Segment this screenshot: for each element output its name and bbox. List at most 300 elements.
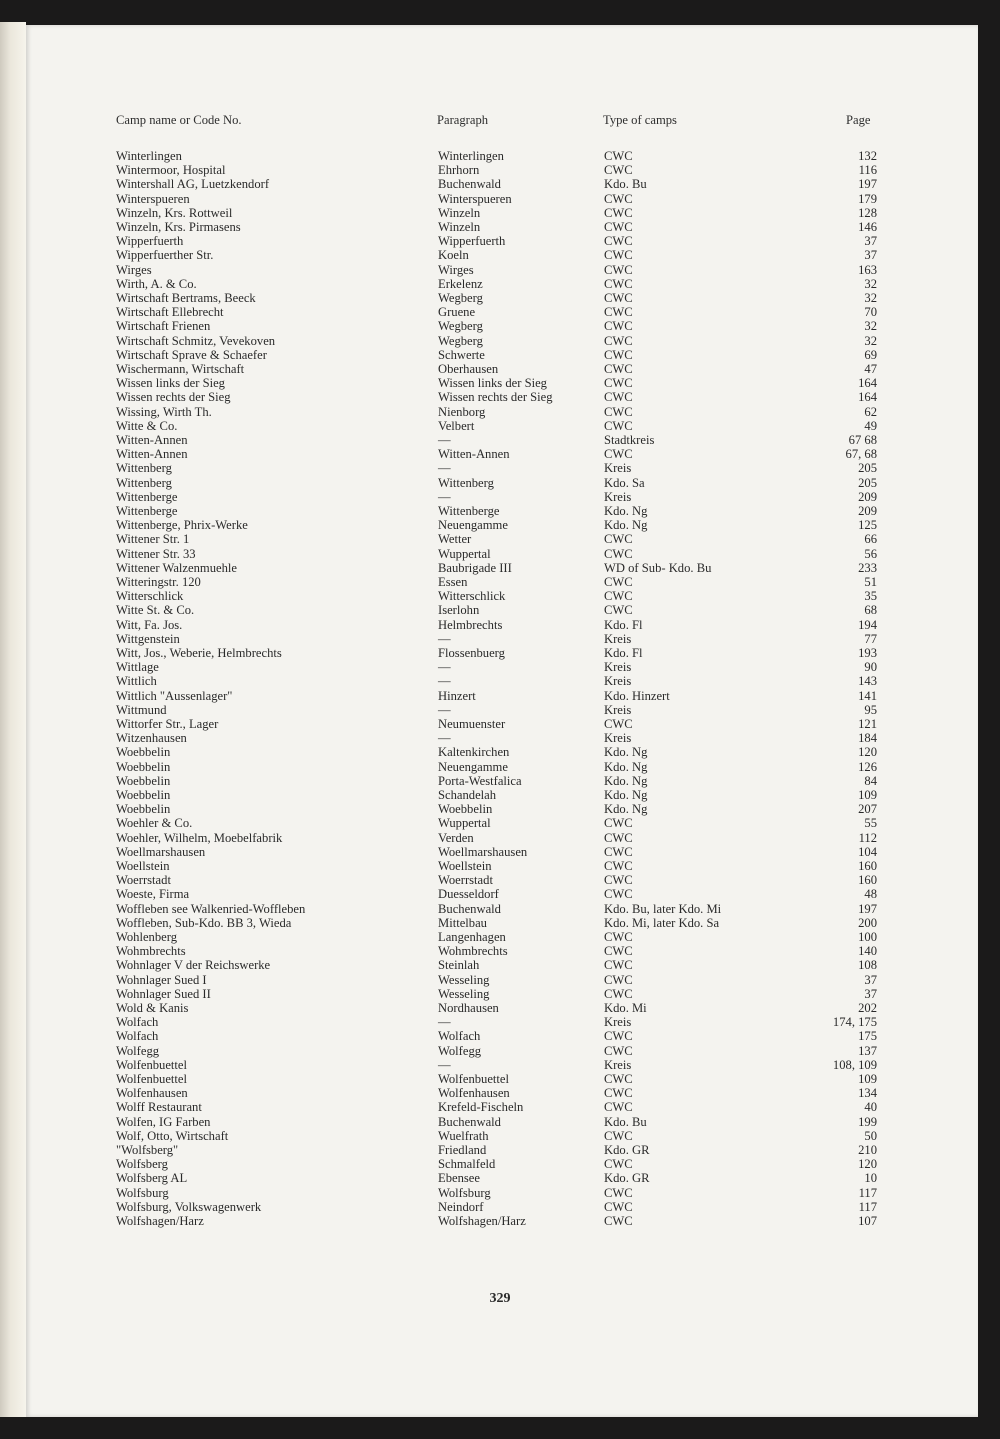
index-row <box>0 859 1000 873</box>
camp-name-cell: Wolfenbuettel <box>116 1072 188 1086</box>
camp-name-cell: Wissen links der Sieg <box>116 376 225 391</box>
camp-name-cell: Wolf, Otto, Wirtschaft <box>116 1128 229 1143</box>
camp-name-cell: Wolfach <box>116 1029 159 1044</box>
index-row <box>0 291 1000 305</box>
paragraph-cell: Friedland <box>438 1143 487 1157</box>
camp-type-cell: CWC <box>604 404 633 419</box>
index-row <box>0 234 1000 248</box>
camp-name-cell: Wittmund <box>116 702 167 717</box>
index-row <box>0 873 1000 887</box>
index-row <box>0 220 1000 234</box>
camp-name-cell: Woebbelin <box>116 773 171 788</box>
index-row <box>0 149 1000 163</box>
camp-name-cell: Woeste, Firma <box>116 887 190 902</box>
camp-type-cell: CWC <box>604 376 633 391</box>
camp-type-cell: CWC <box>604 1072 633 1086</box>
page-ref-cell: 199 <box>858 1114 877 1129</box>
camp-type-cell: CWC <box>604 447 633 462</box>
page-ref-cell: 32 <box>864 319 877 334</box>
camp-type-cell: Kdo. Mi <box>604 1001 647 1015</box>
paragraph-cell: Witterschlick <box>438 589 506 604</box>
column-header-camp-name: Camp name or Code No. <box>116 113 242 127</box>
page-ref-cell: 66 <box>864 532 877 547</box>
camp-name-cell: Wittorfer Str., Lager <box>116 717 219 731</box>
page-ref-cell: 146 <box>858 220 877 234</box>
index-row <box>0 532 1000 546</box>
page-ref-cell: 194 <box>858 617 877 632</box>
camp-type-cell: CWC <box>604 191 633 206</box>
index-row <box>0 887 1000 901</box>
paragraph-cell: Neumuenster <box>438 717 506 731</box>
index-row <box>0 930 1000 944</box>
page-ref-cell: 95 <box>864 702 877 717</box>
camp-name-cell: Wolfsburg <box>116 1185 169 1200</box>
camp-name-cell: Wohnlager V der Reichswerke <box>116 958 271 973</box>
camp-type-cell: CWC <box>604 248 633 263</box>
camp-name-cell: Woffleben see Walkenried-Woffleben <box>116 901 306 916</box>
camp-type-cell: WD of Sub- Kdo. Bu <box>604 560 712 575</box>
paragraph-cell: — <box>438 461 451 476</box>
camp-type-cell: Kdo. Ng <box>604 518 648 533</box>
paragraph-cell: Wolfach <box>438 1029 481 1044</box>
camp-name-cell: Witt, Jos., Weberie, Helmbrechts <box>116 646 282 660</box>
index-row <box>0 405 1000 419</box>
camp-type-cell: CWC <box>604 816 633 831</box>
page-ref-cell: 50 <box>864 1128 877 1143</box>
camp-name-cell: Winterspueren <box>116 191 190 206</box>
page-ref-cell: 164 <box>858 376 877 391</box>
camp-type-cell: CWC <box>604 986 633 1001</box>
camp-type-cell: CWC <box>604 149 633 163</box>
index-row <box>0 547 1000 561</box>
page-ref-cell: 126 <box>858 759 877 774</box>
camp-type-cell: Kreis <box>604 660 632 675</box>
camp-type-cell: CWC <box>604 333 633 348</box>
paragraph-cell: Nienborg <box>438 404 486 419</box>
camp-name-cell: Wittlich "Aussenlager" <box>116 688 233 703</box>
camp-type-cell: CWC <box>604 319 633 334</box>
paragraph-cell: Velbert <box>438 418 475 433</box>
index-row <box>0 1100 1000 1114</box>
page-ref-cell: 37 <box>864 248 877 263</box>
paragraph-cell: Neindorf <box>438 1199 484 1214</box>
camp-name-cell: "Wolfsberg" <box>116 1143 179 1157</box>
page-ref-cell: 108 <box>858 958 877 973</box>
camp-name-cell: Wirth, A. & Co. <box>116 276 197 291</box>
camp-type-cell: CWC <box>604 1185 633 1200</box>
index-row <box>0 263 1000 277</box>
page-ref-cell: 143 <box>858 674 877 689</box>
paragraph-cell: Wipperfuerth <box>438 234 506 249</box>
page-ref-cell: 108, 109 <box>832 1057 877 1072</box>
camp-type-cell: Kreis <box>604 461 632 476</box>
camp-type-cell: Kdo. Bu <box>604 177 647 192</box>
camp-type-cell: Kdo. Bu, later Kdo. Mi <box>604 901 722 916</box>
index-row <box>0 1129 1000 1143</box>
camp-type-cell: CWC <box>604 958 633 973</box>
paragraph-cell: Wissen links der Sieg <box>438 376 547 391</box>
camp-name-cell: Winzeln, Krs. Pirmasens <box>116 220 241 234</box>
index-row <box>0 248 1000 262</box>
paragraph-cell: Wolfenhausen <box>438 1086 510 1101</box>
page-ref-cell: 141 <box>858 688 877 703</box>
index-row <box>0 433 1000 447</box>
camp-type-cell: CWC <box>604 347 633 362</box>
paragraph-cell: Wesseling <box>438 972 490 987</box>
camp-name-cell: Wittener Str. 33 <box>116 546 196 561</box>
camp-type-cell: CWC <box>604 305 633 320</box>
page-ref-cell: 77 <box>864 631 877 646</box>
page-ref-cell: 200 <box>858 915 877 930</box>
page-ref-cell: 174, 175 <box>832 1015 877 1030</box>
page-ref-cell: 104 <box>858 844 877 859</box>
page-ref-cell: 37 <box>864 986 877 1001</box>
camp-name-cell: Wittenberge <box>116 489 178 504</box>
paragraph-cell: Wolfshagen/Harz <box>438 1214 526 1228</box>
camp-type-cell: CWC <box>604 546 633 561</box>
page-ref-cell: 35 <box>864 589 877 604</box>
paragraph-cell: Ebensee <box>438 1171 480 1186</box>
camp-name-cell: Witterschlick <box>116 589 184 604</box>
camp-name-cell: Wittenberg <box>116 475 172 490</box>
page-ref-cell: 55 <box>864 816 877 831</box>
page-ref-cell: 120 <box>858 1157 877 1172</box>
camp-type-cell: Kdo. Fl <box>604 617 643 632</box>
camp-name-cell: Woebbelin <box>116 802 171 817</box>
page-ref-cell: 112 <box>858 830 877 845</box>
camp-name-cell: Wolfach <box>116 1015 159 1030</box>
paragraph-cell: Wolfsburg <box>438 1185 491 1200</box>
index-row <box>0 334 1000 348</box>
page-ref-cell: 32 <box>864 291 877 305</box>
page-ref-cell: 37 <box>864 234 877 249</box>
camp-type-cell: Stadtkreis <box>604 433 655 447</box>
index-row <box>0 575 1000 589</box>
camp-type-cell: Kdo. Bu <box>604 1114 647 1129</box>
camp-name-cell: Woehler, Wilhelm, Moebelfabrik <box>116 830 283 845</box>
camp-type-cell: Kdo. Sa <box>604 475 645 490</box>
index-row <box>0 902 1000 916</box>
paragraph-cell: Duesseldorf <box>438 887 499 902</box>
page-ref-cell: 197 <box>858 901 877 916</box>
camp-name-cell: Wittener Walzenmuehle <box>116 560 237 575</box>
index-row <box>0 504 1000 518</box>
index-row <box>0 305 1000 319</box>
camp-type-cell: CWC <box>604 844 633 859</box>
paragraph-cell: Steinlah <box>438 958 480 973</box>
paragraph-cell: Wetter <box>438 532 472 547</box>
camp-type-cell: Kdo. Fl <box>604 646 643 660</box>
index-row <box>0 958 1000 972</box>
page-ref-cell: 117 <box>858 1185 877 1200</box>
camp-name-cell: Wolff Restaurant <box>116 1100 202 1115</box>
camp-type-cell: Kdo. GR <box>604 1143 650 1157</box>
index-row <box>0 788 1000 802</box>
camp-type-cell: Kdo. Ng <box>604 759 648 774</box>
index-row <box>0 845 1000 859</box>
page-ref-cell: 205 <box>858 461 877 476</box>
camp-type-cell: CWC <box>604 1029 633 1044</box>
camp-name-cell: Wittgenstein <box>116 631 180 646</box>
paragraph-cell: — <box>438 702 451 717</box>
index-row <box>0 206 1000 220</box>
camp-type-cell: CWC <box>604 1199 633 1214</box>
camp-type-cell: CWC <box>604 1086 633 1101</box>
index-row <box>0 277 1000 291</box>
camp-name-cell: Wolfsberg AL <box>116 1171 188 1186</box>
paragraph-cell: Essen <box>438 575 468 589</box>
camp-name-cell: Witten-Annen <box>116 433 188 447</box>
page-ref-cell: 107 <box>858 1214 877 1228</box>
page-ref-cell: 117 <box>858 1199 877 1214</box>
page-ref-cell: 179 <box>858 191 877 206</box>
index-row <box>0 1044 1000 1058</box>
camp-type-cell: CWC <box>604 291 633 305</box>
index-row <box>0 646 1000 660</box>
paragraph-cell: Verden <box>438 830 474 845</box>
index-row <box>0 192 1000 206</box>
camp-name-cell: Wirtschaft Schmitz, Vevekoven <box>116 333 276 348</box>
camp-type-cell: CWC <box>604 575 633 589</box>
camp-type-cell: CWC <box>604 418 633 433</box>
camp-type-cell: Kreis <box>604 674 632 689</box>
camp-name-cell: Wischermann, Wirtschaft <box>116 362 245 376</box>
page-number: 329 <box>489 1291 511 1306</box>
camp-type-cell: Kdo. Ng <box>604 802 648 817</box>
camp-name-cell: Wohnlager Sued I <box>116 972 207 987</box>
camp-name-cell: Wittenberge <box>116 504 178 518</box>
camp-type-cell: CWC <box>604 859 633 873</box>
camp-name-cell: Wolfsberg <box>116 1157 168 1172</box>
index-row <box>0 1086 1000 1100</box>
paragraph-cell: Schwerte <box>438 347 485 362</box>
paragraph-cell: Wolfegg <box>438 1043 482 1058</box>
camp-type-cell: CWC <box>604 163 633 178</box>
camp-type-cell: Kdo. Mi, later Kdo. Sa <box>604 915 720 930</box>
index-row <box>0 745 1000 759</box>
paragraph-cell: — <box>438 1057 451 1072</box>
camp-name-cell: Woebbelin <box>116 759 171 774</box>
index-row <box>0 376 1000 390</box>
camp-name-cell: Wintermoor, Hospital <box>116 163 226 178</box>
paragraph-cell: Kaltenkirchen <box>438 745 510 760</box>
index-row <box>0 163 1000 177</box>
paragraph-cell: Wohmbrechts <box>438 944 508 959</box>
index-row <box>0 419 1000 433</box>
camp-type-cell: Kreis <box>604 731 632 746</box>
paragraph-cell: Buchenwald <box>438 901 501 916</box>
paragraph-cell: Ehrhorn <box>438 163 480 178</box>
camp-type-cell: CWC <box>604 390 633 405</box>
paragraph-cell: Erkelenz <box>438 276 483 291</box>
index-row <box>0 1029 1000 1043</box>
page-ref-cell: 109 <box>858 1072 877 1086</box>
paragraph-cell: — <box>438 433 451 447</box>
camp-name-cell: Wolfenbuettel <box>116 1057 188 1072</box>
camp-type-cell: CWC <box>604 220 633 234</box>
camp-name-cell: Wintershall AG, Luetzkendorf <box>116 177 270 192</box>
page-ref-cell: 134 <box>858 1086 877 1101</box>
camp-name-cell: Wirtschaft Sprave & Schaefer <box>116 347 267 362</box>
page-ref-cell: 184 <box>858 731 877 746</box>
page-ref-cell: 137 <box>858 1043 877 1058</box>
page-ref-cell: 10 <box>864 1171 877 1186</box>
page-ref-cell: 32 <box>864 276 877 291</box>
camp-type-cell: CWC <box>604 262 633 277</box>
index-row <box>0 774 1000 788</box>
index-row <box>0 461 1000 475</box>
camp-type-cell: CWC <box>604 1100 633 1115</box>
paragraph-cell: Wesseling <box>438 986 490 1001</box>
camp-name-cell: Woebbelin <box>116 788 171 802</box>
page-ref-cell: 233 <box>858 560 877 575</box>
paragraph-cell: Woebbelin <box>438 802 493 817</box>
paragraph-cell: Porta-Westfalica <box>438 773 522 788</box>
page-ref-cell: 37 <box>864 972 877 987</box>
paragraph-cell: Mittelbau <box>438 915 487 930</box>
camp-type-cell: CWC <box>604 1214 633 1228</box>
camp-type-cell: CWC <box>604 205 633 220</box>
page-ref-cell: 193 <box>858 646 877 660</box>
page-ref-cell: 160 <box>858 859 877 873</box>
index-row <box>0 1072 1000 1086</box>
camp-type-cell: Kdo. Ng <box>604 788 648 802</box>
page-ref-cell: 205 <box>858 475 877 490</box>
page-ref-cell: 70 <box>864 305 877 320</box>
page-ref-cell: 56 <box>864 546 877 561</box>
camp-type-cell: CWC <box>604 589 633 604</box>
camp-name-cell: Wolfen, IG Farben <box>116 1114 211 1129</box>
camp-name-cell: Woebbelin <box>116 745 171 760</box>
index-row <box>0 618 1000 632</box>
paragraph-cell: Woellmarshausen <box>438 844 528 859</box>
paragraph-cell: Wittenberge <box>438 504 500 518</box>
paragraph-cell: Flossenbuerg <box>438 646 505 660</box>
index-row <box>0 802 1000 816</box>
page-ref-cell: 160 <box>858 873 877 888</box>
page-ref-cell: 202 <box>858 1001 877 1015</box>
page-ref-cell: 128 <box>858 205 877 220</box>
index-row <box>0 518 1000 532</box>
camp-type-cell: CWC <box>604 972 633 987</box>
page-ref-cell: 210 <box>858 1143 877 1157</box>
page-ref-cell: 140 <box>858 944 877 959</box>
camp-type-cell: CWC <box>604 362 633 376</box>
camp-type-cell: CWC <box>604 930 633 944</box>
page-ref-cell: 175 <box>858 1029 877 1044</box>
index-row <box>0 348 1000 362</box>
camp-name-cell: Wissen rechts der Sieg <box>116 390 231 405</box>
paragraph-cell: Winzeln <box>438 220 481 234</box>
index-row <box>0 1200 1000 1214</box>
column-header-paragraph: Paragraph <box>437 113 489 127</box>
page-ref-cell: 51 <box>864 575 877 589</box>
paragraph-cell: Neuengamme <box>438 759 508 774</box>
camp-name-cell: Wolfegg <box>116 1043 160 1058</box>
paragraph-cell: Hinzert <box>438 688 476 703</box>
index-row <box>0 944 1000 958</box>
index-row <box>0 603 1000 617</box>
paragraph-cell: Neuengamme <box>438 518 508 533</box>
camp-type-cell: CWC <box>604 1043 633 1058</box>
paragraph-cell: Wittenberg <box>438 475 494 490</box>
camp-name-cell: Wolfenhausen <box>116 1086 188 1101</box>
index-row <box>0 177 1000 191</box>
camp-type-cell: CWC <box>604 830 633 845</box>
camp-name-cell: Winzeln, Krs. Rottweil <box>116 205 233 220</box>
index-row <box>0 1157 1000 1171</box>
camp-type-cell: Kdo. GR <box>604 1171 650 1186</box>
camp-name-cell: Witt, Fa. Jos. <box>116 617 183 632</box>
column-header-page: Page <box>846 113 871 127</box>
paragraph-cell: Woerrstadt <box>438 873 493 888</box>
camp-name-cell: Wohlenberg <box>116 930 178 944</box>
paragraph-cell: Helmbrechts <box>438 617 503 632</box>
paragraph-cell: Wuelfrath <box>438 1128 489 1143</box>
camp-name-cell: Wittenberge, Phrix-Werke <box>116 518 248 533</box>
camp-type-cell: Kdo. Hinzert <box>604 688 670 703</box>
camp-type-cell: Kreis <box>604 1057 632 1072</box>
camp-name-cell: Wittlage <box>116 660 159 675</box>
camp-name-cell: Wirtschaft Ellebrecht <box>116 305 224 320</box>
camp-name-cell: Woffleben, Sub-Kdo. BB 3, Wieda <box>116 915 292 930</box>
page-ref-cell: 40 <box>864 1100 877 1115</box>
index-row <box>0 816 1000 830</box>
paragraph-cell: Wirges <box>438 262 474 277</box>
index-row <box>0 831 1000 845</box>
index-row <box>0 589 1000 603</box>
camp-name-cell: Wold & Kanis <box>116 1001 189 1015</box>
camp-name-cell: Wissing, Wirth Th. <box>116 404 212 419</box>
index-row <box>0 561 1000 575</box>
page-ref-cell: 84 <box>864 773 877 788</box>
camp-type-cell: Kreis <box>604 702 632 717</box>
camp-type-cell: CWC <box>604 1157 633 1172</box>
index-row <box>0 660 1000 674</box>
camp-name-cell: Wittenberg <box>116 461 172 476</box>
index-row <box>0 1171 1000 1185</box>
paragraph-cell: Wolfenbuettel <box>438 1072 510 1086</box>
camp-name-cell: Wirtschaft Bertrams, Beeck <box>116 291 256 305</box>
page-ref-cell: 197 <box>858 177 877 192</box>
page-ref-cell: 32 <box>864 333 877 348</box>
camp-name-cell: Wittlich <box>116 674 157 689</box>
camp-name-cell: Woerrstadt <box>116 873 171 888</box>
paragraph-cell: Buchenwald <box>438 1114 501 1129</box>
page-ref-cell: 67 68 <box>848 433 877 447</box>
page-ref-cell: 100 <box>858 930 877 944</box>
column-header-type-of-camps: Type of camps <box>603 113 677 127</box>
index-row <box>0 731 1000 745</box>
page-ref-cell: 125 <box>858 518 877 533</box>
camp-type-cell: CWC <box>604 944 633 959</box>
camp-type-cell: Kreis <box>604 631 632 646</box>
index-row <box>0 703 1000 717</box>
page-ref-cell: 209 <box>858 489 877 504</box>
paragraph-cell: — <box>438 731 451 746</box>
index-row <box>0 632 1000 646</box>
index-row <box>0 1058 1000 1072</box>
paragraph-cell: Krefeld-Fischeln <box>438 1100 524 1115</box>
camp-type-cell: CWC <box>604 603 633 618</box>
paragraph-cell: Buchenwald <box>438 177 501 192</box>
paragraph-cell: — <box>438 660 451 675</box>
camp-name-cell: Witzenhausen <box>116 731 187 746</box>
index-row <box>0 319 1000 333</box>
paragraph-cell: Wuppertal <box>438 816 491 831</box>
camp-name-cell: Woehler & Co. <box>116 816 193 831</box>
camp-name-cell: Witten-Annen <box>116 447 188 462</box>
